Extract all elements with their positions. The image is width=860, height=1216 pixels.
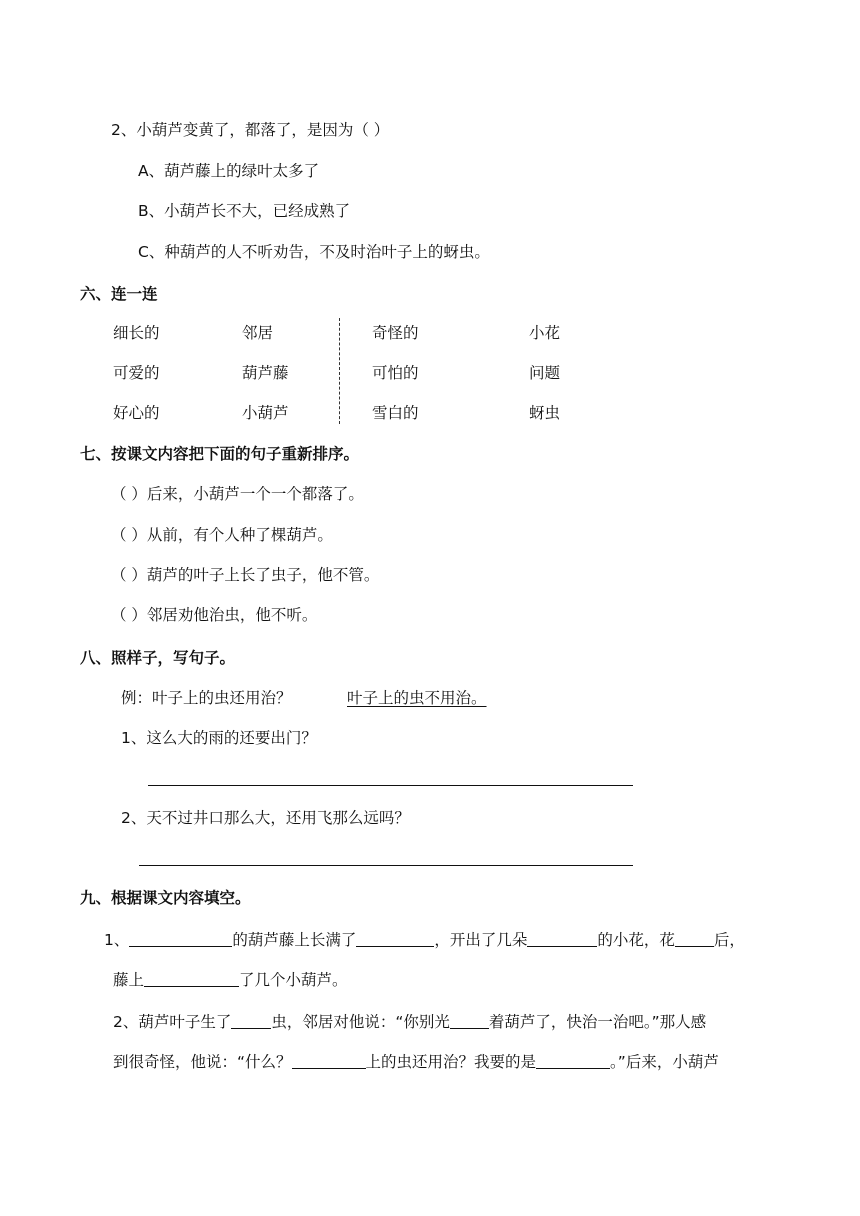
fill-text: 的葫芦藤上长满了: [232, 931, 357, 949]
match-right-word: 可怕的: [372, 364, 419, 382]
fill-paragraph-2-line-1: [113, 1012, 706, 1032]
rewrite-question-2: 2、天不过井口那么大，还用飞那么远吗？: [121, 809, 410, 827]
section-8-title: 八、照样子，写句子。: [80, 649, 236, 667]
match-right-word: 雪白的: [372, 404, 419, 422]
fill-blank[interactable]: [527, 930, 597, 947]
rewrite-question-1: 1、这么大的雨的还要出门？: [121, 729, 317, 747]
fill-text: 1、: [104, 931, 130, 949]
fill-paragraph-2-line-2: [113, 1052, 719, 1072]
order-item: （ ）后来，小葫芦一个一个都落了。: [111, 485, 364, 503]
section-9-title: 九、根据课文内容填空。: [80, 889, 251, 907]
fill-blank[interactable]: [292, 1052, 366, 1069]
match-right-word: 奇怪的: [372, 324, 419, 342]
fill-blank[interactable]: [450, 1012, 489, 1029]
fill-blank[interactable]: [356, 930, 434, 947]
fill-paragraph-1-line-2: [113, 970, 348, 990]
match-right-noun: 问题: [529, 364, 561, 382]
match-right-noun: 蚜虫: [529, 404, 561, 422]
fill-text: 上的虫还用治？我要的是: [365, 1053, 537, 1071]
match-left-noun: 邻居: [242, 324, 274, 342]
option-c: C、种葫芦的人不听劝告，不及时治叶子上的蚜虫。: [138, 243, 490, 261]
fill-text: 2、葫芦叶子生了: [113, 1013, 232, 1031]
fill-blank[interactable]: [231, 1012, 271, 1029]
example-answer: 叶子上的虫不用治。: [347, 689, 487, 707]
match-right-noun: 小花: [529, 324, 561, 342]
fill-blank[interactable]: [129, 930, 232, 947]
match-left-word: 可爱的: [113, 364, 160, 382]
match-left-word: 好心的: [113, 404, 160, 422]
fill-text: 藤上: [113, 971, 145, 989]
fill-text: 虫，邻居对他说：“你别光: [271, 1013, 450, 1031]
order-item: （ ）从前，有个人种了棵葫芦。: [111, 526, 333, 544]
fill-text: ，开出了几朵: [434, 931, 528, 949]
match-left-word: 细长的: [113, 324, 160, 342]
question-stem: 2、小葫芦变黄了，都落了，是因为（ ）: [111, 121, 390, 139]
match-left-noun: 葫芦藤: [242, 364, 289, 382]
fill-text: 后，: [713, 931, 745, 949]
fill-blank[interactable]: [675, 930, 714, 947]
fill-paragraph-1-line-1: [104, 930, 745, 950]
answer-line-1[interactable]: [148, 785, 633, 786]
fill-text: 着葫芦了，快治一治吧。”那人感: [488, 1013, 707, 1031]
fill-text: 了几个小葫芦。: [239, 971, 348, 989]
fill-blank[interactable]: [536, 1052, 610, 1069]
section-7-title: 七、按课文内容把下面的句子重新排序。: [80, 445, 360, 463]
option-a: A、葫芦藤上的绿叶太多了: [138, 162, 320, 180]
fill-blank[interactable]: [144, 970, 239, 987]
example-question: 例：叶子上的虫还用治？: [121, 689, 292, 707]
order-item: （ ）邻居劝他治虫，他不听。: [111, 606, 318, 624]
section-6-title: 六、连一连: [80, 285, 158, 303]
order-item: （ ）葫芦的叶子上长了虫子，他不管。: [111, 566, 380, 584]
match-left-noun: 小葫芦: [242, 404, 289, 422]
fill-text: 。”后来，小葫芦: [610, 1053, 719, 1071]
column-divider: [339, 318, 340, 424]
fill-text: 的小花，花: [597, 931, 675, 949]
fill-text: 到很奇怪，他说：“什么？: [113, 1053, 292, 1071]
answer-line-2[interactable]: [139, 865, 633, 866]
option-b: B、小葫芦长不大，已经成熟了: [138, 202, 351, 220]
